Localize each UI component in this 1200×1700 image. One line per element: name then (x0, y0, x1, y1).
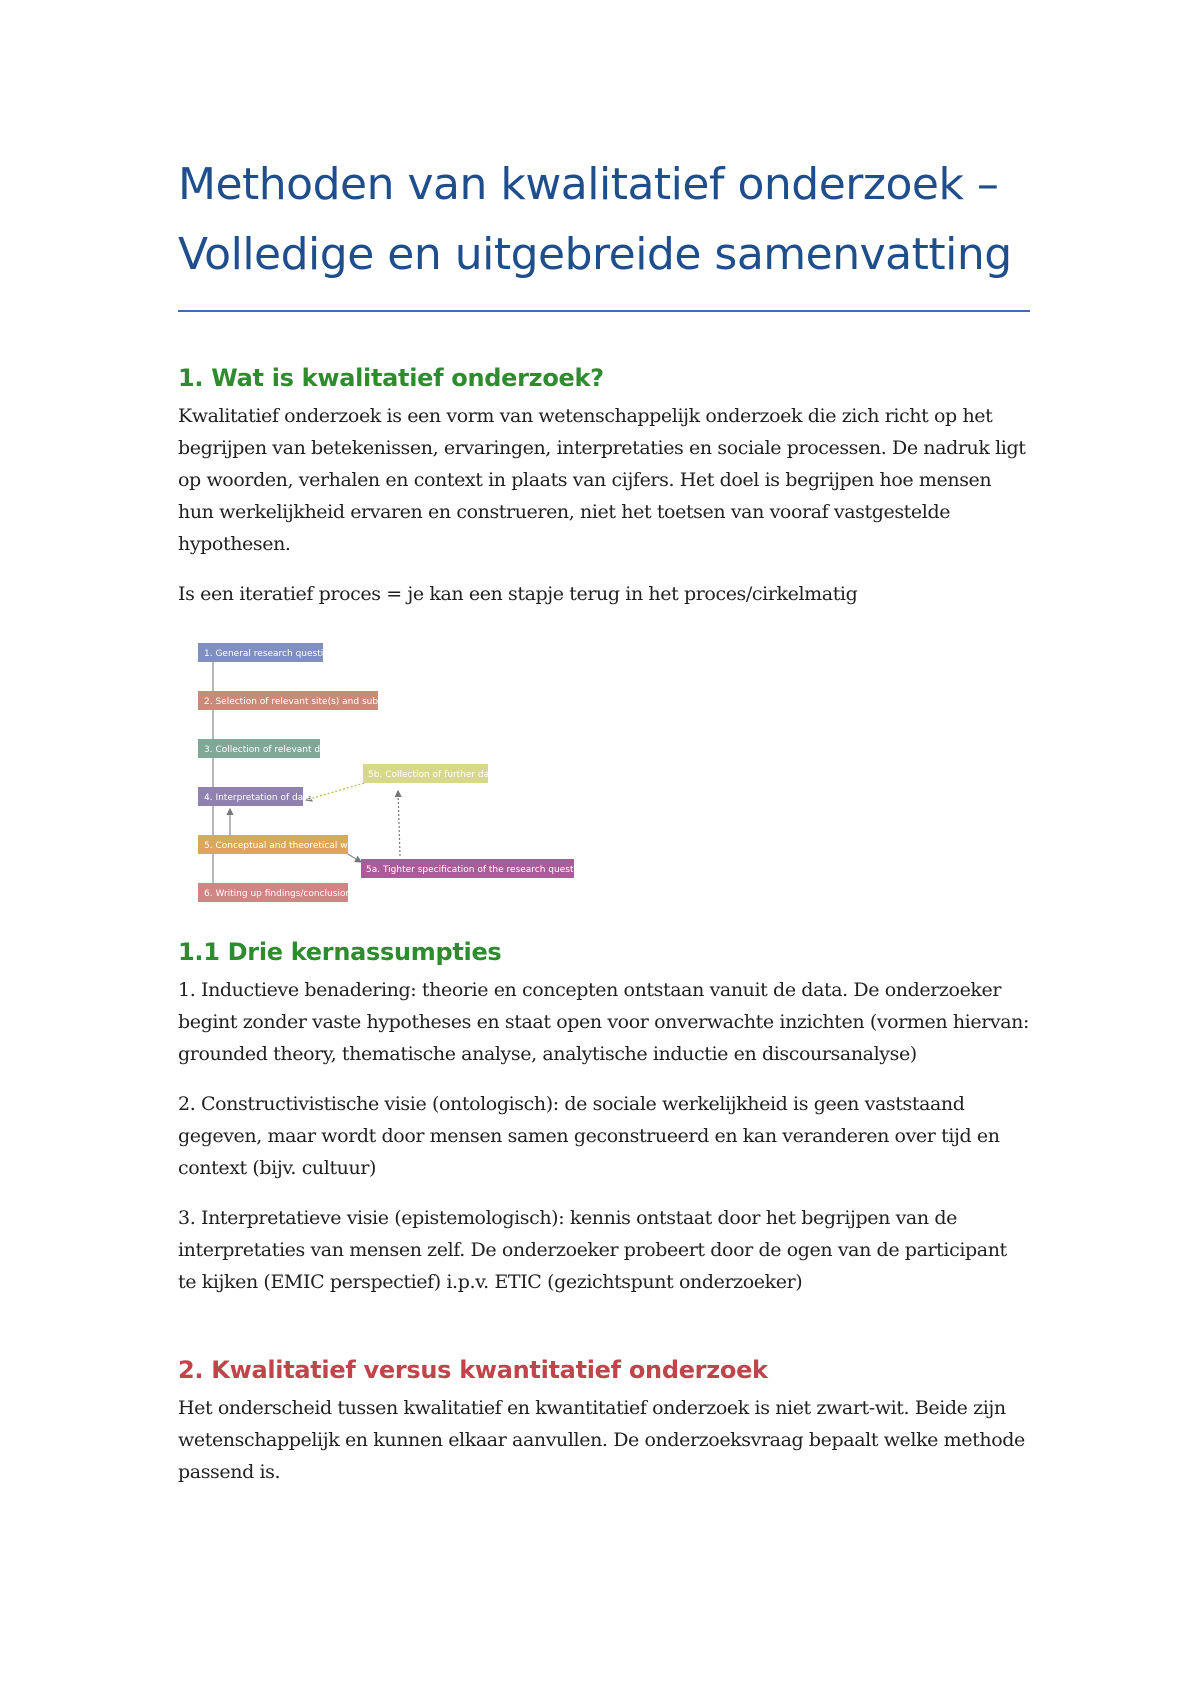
title-divider (178, 310, 1030, 312)
section-1 (178, 364, 1030, 610)
step-3-box (198, 739, 335, 758)
step-5b-label: 5b. Collection of further data (368, 770, 499, 780)
section-1-1-heading: 1.1 Drie kernassumpties (178, 938, 502, 966)
step-2-box (198, 691, 400, 710)
connector-5b-4 (306, 782, 368, 800)
step-5-label: 5. Conceptual and theoretical work (204, 841, 362, 851)
step-2-label: 2. Selection of relevant site(s) and subjects (204, 697, 400, 707)
step-1-box (198, 643, 339, 662)
document-page (178, 150, 1030, 1488)
assumption-3: 3. Interpretatieve visie (epistemologisch): kennis ontstaat door het begrijpen van de interpretaties van mensen zelf. De onderzoeker probeert door de ogen van de participant te kijken (EMIC perspectief) i.p.v. ETIC (gezichtspunt onderzoeker) (178, 1207, 1007, 1293)
research-process-diagram (178, 638, 578, 908)
step-3-label: 3. Collection of relevant data (204, 745, 335, 755)
step-6-box (198, 883, 356, 902)
step-5a-box (361, 859, 578, 878)
connector-5a-5b (398, 791, 400, 856)
section-2-paragraph-1: Het onderscheid tussen kwalitatief en kwantitatief onderzoek is niet zwart-wit. Beide zijn wetenschappelijk en kunnen elkaar aanvullen. De onderzoeksvraag bepaalt welke methode passend is. (178, 1397, 1025, 1483)
section-1-heading: 1. Wat is kwalitatief onderzoek? (178, 364, 604, 392)
step-6-label: 6. Writing up findings/conclusions (204, 889, 356, 899)
step-1-label: 1. General research questions (204, 649, 340, 659)
section-1-paragraph-2: Is een iteratief proces = je kan een stapje terug in het proces/cirkelmatig (178, 583, 858, 605)
section-2-heading: 2. Kwalitatief versus kwantitatief onderzoek (178, 1356, 768, 1384)
title-line-2: Volledige en uitgebreide samenvatting (178, 229, 1012, 280)
document-title (178, 150, 1030, 290)
assumption-2: 2. Constructivistische visie (ontologisch): de sociale werkelijkheid is geen vaststaand gegeven, maar wordt door mensen samen geconstrueerd en kan veranderen over tijd en context (bijv. cultuur) (178, 1093, 1000, 1179)
title-line-1: Methoden van kwalitatief onderzoek – (178, 159, 999, 210)
section-1-paragraph-1: Kwalitatief onderzoek is een vorm van wetenschappelijk onderzoek die zich richt op het begrijpen van betekenissen, ervaringen, interpretaties en sociale processen. De nadruk ligt op woorden, verhalen en context in plaats van cijfers. Het doel is begrijpen hoe mensen hun werkelijkheid ervaren en construeren, niet het toetsen van vooraf vastgestelde hypothesen. (178, 405, 1026, 555)
step-5-box (198, 835, 363, 854)
step-4-label: 4. Interpretation of data (204, 793, 313, 803)
step-5b-box (363, 764, 498, 783)
assumption-1: 1. Inductieve benadering: theorie en concepten ontstaan vanuit de data. De onderzoeker begint zonder vaste hypotheses en staat open voor onverwachte inzichten (vormen hiervan: grounded theory, thematische analyse, analytische inductie en discoursanalyse) (178, 979, 1029, 1065)
step-4-box (198, 787, 312, 806)
step-5a-label: 5a. Tighter specification of the research question(s) (366, 865, 578, 875)
section-1-1 (178, 938, 1030, 1298)
section-2 (178, 1356, 1030, 1488)
